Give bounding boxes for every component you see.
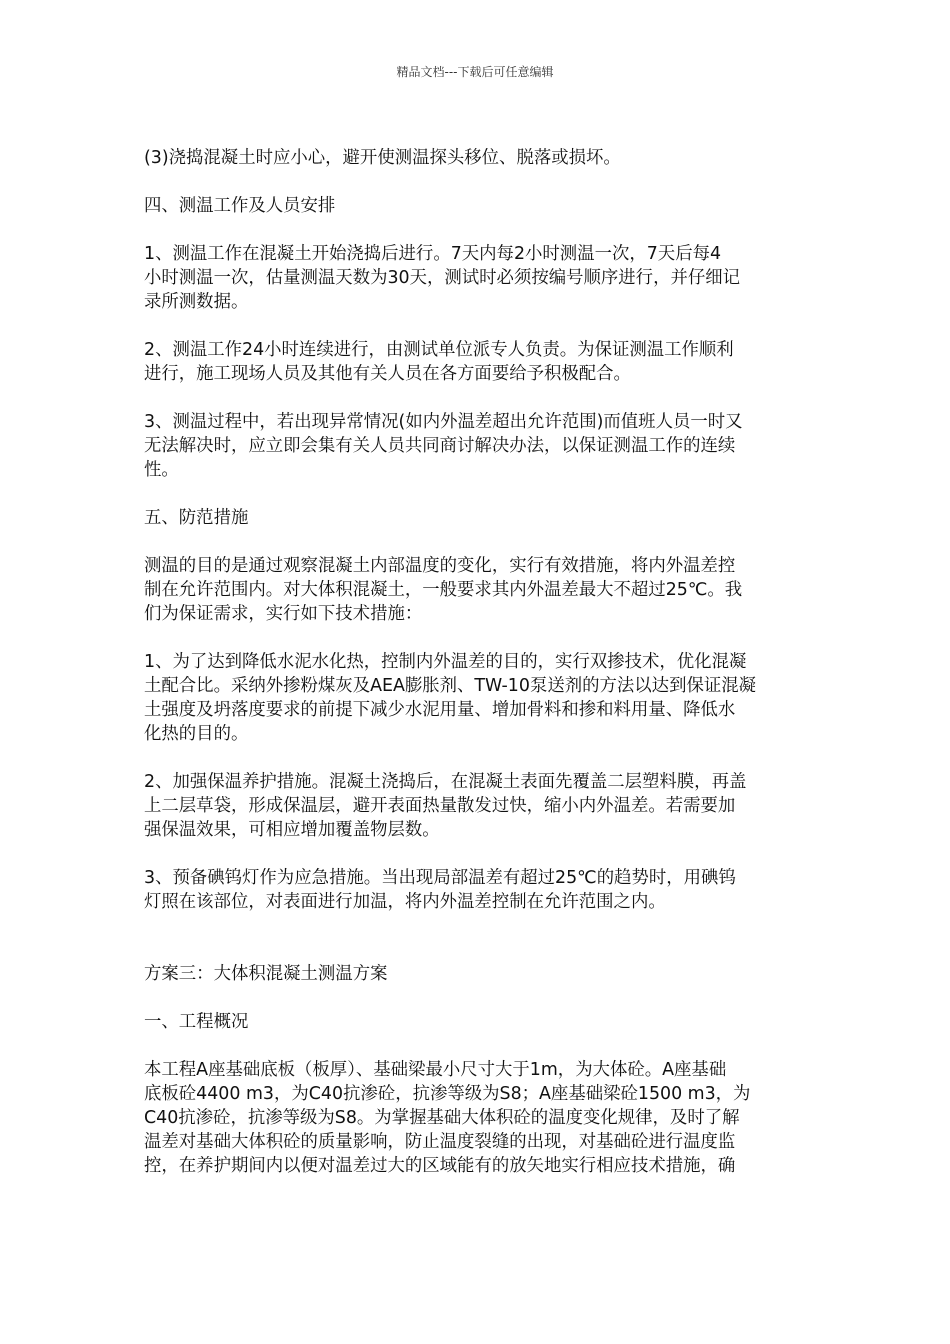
paragraph-gap [144, 842, 808, 866]
text-line: 化热的目的。 [144, 724, 249, 744]
section-gap [144, 914, 808, 962]
text-line: 强保温效果，可相应增加覆盖物层数。 [144, 820, 440, 840]
text-line: 本工程A座基础底板（板厚）、基础梁最小尺寸大于1m，为大体砼。A座基础 [144, 1060, 727, 1080]
text-line: 们为保证需求，实行如下技术措施： [144, 604, 423, 624]
section-heading: 五、防范措施 [144, 508, 249, 528]
text-line: 土配合比。采纳外掺粉煤灰及AEA膨胀剂、TW-10泵送剂的方法以达到保证混凝 [144, 676, 757, 696]
text-line: 控，在养护期间内以便对温差过大的区域能有的放矢地实行相应技术措施，确 [144, 1156, 736, 1176]
text-line: 2、测温工作24小时连续进行，由测试单位派专人负责。为保证测温工作顺利 [144, 340, 734, 360]
text-line: 性。 [144, 460, 179, 480]
text-line: 底板砼4400 m3，为C40抗渗砼，抗渗等级为S8；A座基础梁砼1500 m3，为 [144, 1084, 751, 1104]
document-body [144, 146, 808, 1178]
text-line: 温差对基础大体积砼的质量影响，防止温度裂缝的出现，对基础砼进行温度监 [144, 1132, 736, 1152]
text-line: 无法解决时，应立即会集有关人员共同商讨解决办法，以保证测温工作的连续 [144, 436, 736, 456]
text-line: (3)浇捣混凝土时应小心，避开使测温探头移位、脱落或损坏。 [144, 148, 621, 168]
text-line: 小时测温一次，估量测温天数为30天，测试时必须按编号顺序进行，并仔细记 [144, 268, 741, 288]
paragraph-gap [144, 626, 808, 650]
text-line: 土强度及坍落度要求的前提下减少水泥用量、增加骨料和掺和料用量、降低水 [144, 700, 736, 720]
section-heading: 一、工程概况 [144, 1012, 249, 1032]
paragraph-gap [144, 314, 808, 338]
paragraph-gap [144, 482, 808, 506]
text-line: C40抗渗砼，抗渗等级为S8。为掌握基础大体积砼的温度变化规律，及时了解 [144, 1108, 740, 1128]
text-line: 灯照在该部位，对表面进行加温，将内外温差控制在允许范围之内。 [144, 892, 666, 912]
paragraph-gap [144, 170, 808, 194]
paragraph-gap [144, 530, 808, 554]
text-line: 3、预备碘钨灯作为应急措施。当出现局部温差有超过25℃的趋势时，用碘钨 [144, 868, 736, 888]
text-line: 1、为了达到降低水泥水化热，控制内外温差的目的，实行双掺技术，优化混凝 [144, 652, 747, 672]
paragraph-gap [144, 386, 808, 410]
text-line: 上二层草袋，形成保温层，避开表面热量散发过快，缩小内外温差。若需要加 [144, 796, 736, 816]
paragraph-gap [144, 746, 808, 770]
text-line: 制在允许范围内。对大体积混凝土，一般要求其内外温差最大不超过25℃。我 [144, 580, 743, 600]
text-line: 录所测数据。 [144, 292, 249, 312]
text-line: 2、加强保温养护措施。混凝土浇捣后，在混凝土表面先覆盖二层塑料膜，再盖 [144, 772, 747, 792]
section-heading: 四、测温工作及人员安排 [144, 196, 336, 216]
page-header: 精品文档---下载后可任意编辑 [396, 65, 554, 79]
text-line: 进行，施工现场人员及其他有关人员在各方面要给予积极配合。 [144, 364, 631, 384]
text-line: 3、测温过程中，若出现异常情况(如内外温差超出允许范围)而值班人员一时又 [144, 412, 743, 432]
text-line: 测温的目的是通过观察混凝土内部温度的变化，实行有效措施，将内外温差控 [144, 556, 736, 576]
plan-title: 方案三：大体积混凝土测温方案 [144, 964, 388, 984]
paragraph-gap [144, 218, 808, 242]
paragraph-gap [144, 986, 808, 1010]
text-line: 1、测温工作在混凝土开始浇捣后进行。7天内每2小时测温一次，7天后每4 [144, 244, 722, 264]
paragraph-gap [144, 1034, 808, 1058]
